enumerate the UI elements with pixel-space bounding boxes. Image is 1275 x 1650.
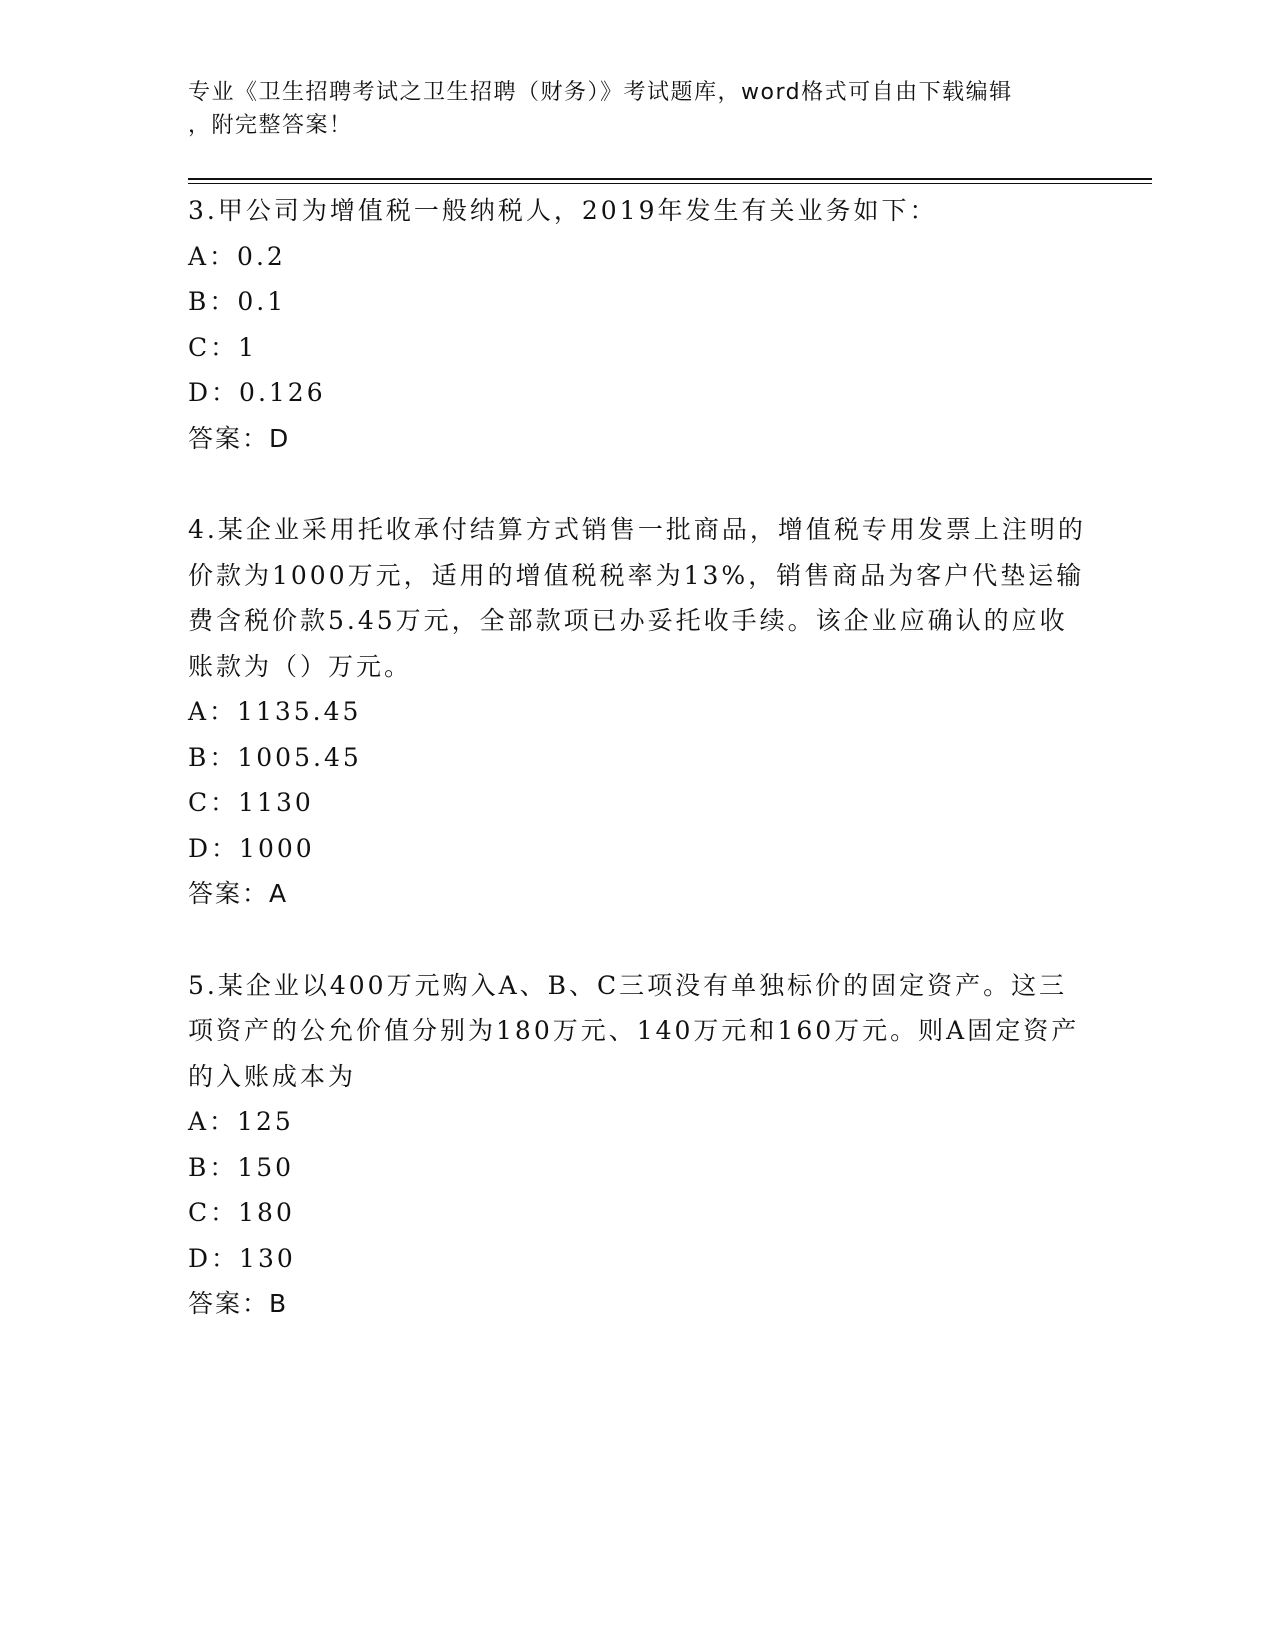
header-line-1: 专业《卫生招聘考试之卫生招聘（财务）》考试题库，word格式可自由下载编辑 xyxy=(188,80,1013,105)
answer-line: 答案：A xyxy=(188,879,289,908)
option-a: A：0.2 xyxy=(188,241,286,271)
question-list xyxy=(188,188,1088,1373)
header-line-2: ，附完整答案！ xyxy=(188,113,353,138)
option-b: B：0.1 xyxy=(188,287,287,316)
question-3 xyxy=(188,188,1088,461)
question-5 xyxy=(188,963,1088,1327)
option-c: C：180 xyxy=(188,1198,295,1227)
option-d: D：1000 xyxy=(188,833,315,863)
option-c: C：1130 xyxy=(188,788,314,817)
option-d: D：130 xyxy=(188,1243,296,1273)
document-header xyxy=(188,76,1068,142)
option-a: A：1135.45 xyxy=(188,697,362,726)
option-d: D：0.126 xyxy=(188,378,326,407)
header-divider-thin xyxy=(188,183,1152,184)
answer-line: 答案：B xyxy=(188,1289,289,1318)
option-c: C：1 xyxy=(188,332,258,362)
question-stem: 3.甲公司为增值税一般纳税人，2019年发生有关业务如下： xyxy=(188,196,938,225)
question-4 xyxy=(188,507,1088,917)
answer-line: 答案：D xyxy=(188,423,291,453)
question-stem: 5.某企业以400万元购入A、B、C三项没有单独标价的固定资产。这三项资产的公允价值分别为180万元、140万元和160万元。则A固定资产的入账成本为 xyxy=(188,970,1080,1091)
question-stem: 4.某企业采用托收承付结算方式销售一批商品，增值税专用发票上注明的价款为1000万元，适用的增值税税率为13%，销售商品为客户代垫运输费含税价款5.45万元，全部款项已办妥托收手续。该企业应确认的应收账款为（）万元。 xyxy=(188,515,1086,681)
header-divider-thick xyxy=(188,178,1152,180)
option-a: A：125 xyxy=(188,1107,294,1136)
option-b: B：150 xyxy=(188,1152,295,1182)
option-b: B：1005.45 xyxy=(188,742,362,772)
